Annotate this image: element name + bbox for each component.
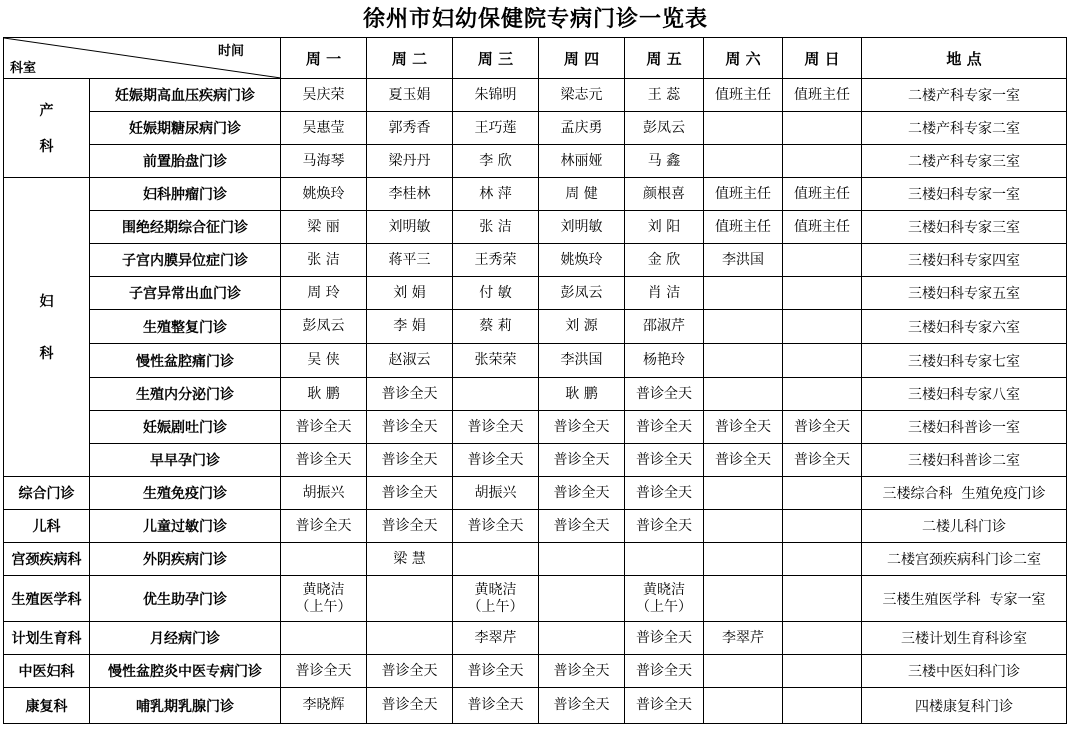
schedule-cell	[783, 310, 862, 344]
schedule-cell: 耿 鹏	[539, 378, 625, 411]
schedule-cell: 值班主任	[704, 79, 783, 112]
schedule-cell: 彭凤云	[281, 310, 367, 344]
table-row	[4, 178, 1067, 211]
location-cell: 三楼妇科专家三室	[862, 211, 1067, 244]
schedule-cell: 胡振兴	[281, 477, 367, 510]
schedule-cell: 值班主任	[783, 79, 862, 112]
location-cell: 三楼妇科专家四室	[862, 244, 1067, 277]
schedule-cell: 值班主任	[783, 211, 862, 244]
schedule-cell: 普诊全天	[367, 411, 453, 444]
location-cell: 四楼康复科门诊	[862, 688, 1067, 724]
location-cell: 三楼妇科专家七室	[862, 344, 1067, 378]
schedule-cell: 李 娟	[367, 310, 453, 344]
schedule-cell	[783, 543, 862, 576]
schedule-cell: 王巧莲	[453, 112, 539, 145]
schedule-cell	[704, 543, 783, 576]
schedule-cell: 普诊全天	[539, 510, 625, 543]
schedule-cell: 普诊全天	[625, 378, 704, 411]
schedule-cell: 普诊全天	[281, 510, 367, 543]
department-cell: 康复科	[4, 688, 90, 724]
schedule-cell: 李 欣	[453, 145, 539, 178]
location-cell: 二楼产科专家三室	[862, 145, 1067, 178]
schedule-cell	[783, 510, 862, 543]
clinic-cell: 慢性盆腔炎中医专病门诊	[90, 655, 281, 688]
schedule-cell	[783, 112, 862, 145]
schedule-cell: 刘明敏	[367, 211, 453, 244]
schedule-cell: 吴惠莹	[281, 112, 367, 145]
department-cell: 生殖医学科	[4, 576, 90, 622]
schedule-cell: 张荣荣	[453, 344, 539, 378]
schedule-cell: 彭凤云	[625, 112, 704, 145]
clinic-cell: 慢性盆腔痛门诊	[90, 344, 281, 378]
day-header: 周 三	[453, 38, 539, 79]
schedule-cell: 王秀荣	[453, 244, 539, 277]
schedule-cell	[281, 622, 367, 655]
schedule-cell	[783, 477, 862, 510]
schedule-cell: 普诊全天	[539, 477, 625, 510]
schedule-cell	[704, 510, 783, 543]
clinic-cell: 妊娠期高血压疾病门诊	[90, 79, 281, 112]
schedule-cell: 普诊全天	[539, 688, 625, 724]
schedule-cell: 刘 娟	[367, 277, 453, 310]
schedule-cell: 吴庆荣	[281, 79, 367, 112]
schedule-cell	[367, 576, 453, 622]
schedule-cell: 普诊全天	[783, 411, 862, 444]
schedule-cell: 黄晓洁 （上午）	[625, 576, 704, 622]
table-row	[4, 344, 1067, 378]
schedule-cell: 普诊全天	[367, 378, 453, 411]
clinic-cell: 妇科肿瘤门诊	[90, 178, 281, 211]
table-row	[4, 145, 1067, 178]
schedule-cell: 刘 源	[539, 310, 625, 344]
schedule-cell: 普诊全天	[625, 688, 704, 724]
clinic-cell: 子宫内膜异位症门诊	[90, 244, 281, 277]
schedule-cell	[783, 576, 862, 622]
day-header: 周 二	[367, 38, 453, 79]
clinic-cell: 生殖免疫门诊	[90, 477, 281, 510]
table-row	[4, 378, 1067, 411]
schedule-cell: 金 欣	[625, 244, 704, 277]
location-header: 地 点	[862, 38, 1067, 79]
department-cell: 儿科	[4, 510, 90, 543]
location-cell: 三楼妇科专家五室	[862, 277, 1067, 310]
schedule-cell: 颜根喜	[625, 178, 704, 211]
schedule-cell	[539, 622, 625, 655]
schedule-cell: 耿 鹏	[281, 378, 367, 411]
schedule-cell: 普诊全天	[625, 622, 704, 655]
schedule-cell: 普诊全天	[625, 655, 704, 688]
schedule-cell: 张 洁	[281, 244, 367, 277]
table-row	[4, 211, 1067, 244]
schedule-cell: 普诊全天	[367, 655, 453, 688]
clinic-cell: 早早孕门诊	[90, 444, 281, 477]
schedule-cell: 值班主任	[704, 178, 783, 211]
schedule-cell: 赵淑云	[367, 344, 453, 378]
clinic-cell: 生殖整复门诊	[90, 310, 281, 344]
department-cell: 中医妇科	[4, 655, 90, 688]
clinic-cell: 妊娠期糖尿病门诊	[90, 112, 281, 145]
location-cell: 三楼妇科专家一室	[862, 178, 1067, 211]
location-cell: 二楼儿科门诊	[862, 510, 1067, 543]
table-row	[4, 112, 1067, 145]
schedule-cell: 李桂林	[367, 178, 453, 211]
schedule-cell: 孟庆勇	[539, 112, 625, 145]
schedule-cell: 黄晓洁 （上午）	[453, 576, 539, 622]
schedule-cell: 林 萍	[453, 178, 539, 211]
location-cell: 三楼综合科 生殖免疫门诊	[862, 477, 1067, 510]
page-title: 徐州市妇幼保健院专病门诊一览表	[362, 6, 708, 32]
table-row	[4, 477, 1067, 510]
table-row	[4, 510, 1067, 543]
schedule-cell	[704, 310, 783, 344]
schedule-cell	[783, 622, 862, 655]
schedule-cell: 马 鑫	[625, 145, 704, 178]
day-header: 周 四	[539, 38, 625, 79]
schedule-cell	[281, 543, 367, 576]
schedule-cell: 普诊全天	[783, 444, 862, 477]
header-row	[4, 38, 1067, 79]
schedule-cell: 彭凤云	[539, 277, 625, 310]
schedule-cell: 普诊全天	[704, 444, 783, 477]
schedule-cell	[783, 244, 862, 277]
day-header: 周 五	[625, 38, 704, 79]
schedule-cell: 普诊全天	[539, 444, 625, 477]
schedule-cell: 姚焕玲	[281, 178, 367, 211]
schedule-cell	[539, 543, 625, 576]
schedule-cell: 普诊全天	[281, 444, 367, 477]
schedule-cell: 蔡 莉	[453, 310, 539, 344]
schedule-cell: 普诊全天	[539, 411, 625, 444]
schedule-cell: 林丽娅	[539, 145, 625, 178]
schedule-cell: 马海琴	[281, 145, 367, 178]
schedule-cell	[783, 688, 862, 724]
schedule-cell: 李翠芹	[453, 622, 539, 655]
schedule-cell: 普诊全天	[281, 411, 367, 444]
schedule-cell: 值班主任	[783, 178, 862, 211]
schedule-cell	[704, 344, 783, 378]
schedule-cell: 杨艳玲	[625, 344, 704, 378]
schedule-cell: 普诊全天	[367, 444, 453, 477]
schedule-cell: 普诊全天	[453, 655, 539, 688]
schedule-cell: 李洪国	[539, 344, 625, 378]
schedule-cell	[625, 543, 704, 576]
location-cell: 二楼产科专家二室	[862, 112, 1067, 145]
schedule-cell	[783, 145, 862, 178]
schedule-cell: 普诊全天	[367, 688, 453, 724]
department-cell: 妇 科	[4, 178, 90, 477]
schedule-cell: 梁 丽	[281, 211, 367, 244]
location-cell: 三楼计划生育科诊室	[862, 622, 1067, 655]
table-row	[4, 543, 1067, 576]
dept-label: 科室	[10, 61, 37, 76]
schedule-cell: 普诊全天	[704, 411, 783, 444]
schedule-cell: 普诊全天	[367, 510, 453, 543]
schedule-cell: 刘 阳	[625, 211, 704, 244]
schedule-cell	[704, 655, 783, 688]
department-cell: 综合门诊	[4, 477, 90, 510]
table-row	[4, 277, 1067, 310]
schedule-cell	[704, 277, 783, 310]
day-header: 周 日	[783, 38, 862, 79]
table-row	[4, 310, 1067, 344]
day-header: 周 六	[704, 38, 783, 79]
location-cell: 三楼妇科专家八室	[862, 378, 1067, 411]
schedule-cell	[704, 145, 783, 178]
location-cell: 三楼妇科普诊一室	[862, 411, 1067, 444]
department-cell: 宫颈疾病科	[4, 543, 90, 576]
department-cell: 计划生育科	[4, 622, 90, 655]
clinic-cell: 子宫异常出血门诊	[90, 277, 281, 310]
schedule-cell: 周 健	[539, 178, 625, 211]
table-row	[4, 576, 1067, 622]
schedule-cell: 梁志元	[539, 79, 625, 112]
schedule-cell: 梁 慧	[367, 543, 453, 576]
schedule-cell: 郭秀香	[367, 112, 453, 145]
schedule-cell: 李洪国	[704, 244, 783, 277]
schedule-cell: 普诊全天	[453, 688, 539, 724]
table-row	[4, 411, 1067, 444]
schedule-cell	[704, 688, 783, 724]
schedule-cell: 李晓辉	[281, 688, 367, 724]
table-row	[4, 244, 1067, 277]
schedule-cell: 值班主任	[704, 211, 783, 244]
schedule-cell	[704, 112, 783, 145]
schedule-cell: 胡振兴	[453, 477, 539, 510]
location-cell: 三楼妇科普诊二室	[862, 444, 1067, 477]
schedule-cell	[783, 344, 862, 378]
schedule-cell: 付 敏	[453, 277, 539, 310]
schedule-cell	[704, 378, 783, 411]
table-row	[4, 444, 1067, 477]
schedule-cell: 肖 洁	[625, 277, 704, 310]
clinic-cell: 月经病门诊	[90, 622, 281, 655]
clinic-cell: 外阴疾病门诊	[90, 543, 281, 576]
location-cell: 三楼中医妇科门诊	[862, 655, 1067, 688]
schedule-cell: 普诊全天	[625, 444, 704, 477]
table-row	[4, 79, 1067, 112]
schedule-cell: 姚焕玲	[539, 244, 625, 277]
schedule-cell	[367, 622, 453, 655]
header-corner	[4, 38, 281, 79]
schedule-cell	[704, 477, 783, 510]
clinic-cell: 儿童过敏门诊	[90, 510, 281, 543]
schedule-cell: 普诊全天	[367, 477, 453, 510]
schedule-cell: 普诊全天	[625, 510, 704, 543]
schedule-cell	[783, 277, 862, 310]
schedule-cell: 普诊全天	[453, 411, 539, 444]
location-cell: 三楼生殖医学科 专家一室	[862, 576, 1067, 622]
clinic-cell: 哺乳期乳腺门诊	[90, 688, 281, 724]
schedule-cell: 周 玲	[281, 277, 367, 310]
schedule-cell: 刘明敏	[539, 211, 625, 244]
schedule-cell: 黄晓洁 （上午）	[281, 576, 367, 622]
clinic-cell: 前置胎盘门诊	[90, 145, 281, 178]
day-header: 周 一	[281, 38, 367, 79]
clinic-cell: 优生助孕门诊	[90, 576, 281, 622]
schedule-cell	[453, 543, 539, 576]
schedule-cell: 夏玉娟	[367, 79, 453, 112]
schedule-cell: 张 洁	[453, 211, 539, 244]
schedule-cell: 蒋平三	[367, 244, 453, 277]
schedule-cell	[783, 378, 862, 411]
department-cell: 产 科	[4, 79, 90, 178]
schedule-cell: 普诊全天	[539, 655, 625, 688]
schedule-cell: 普诊全天	[625, 411, 704, 444]
clinic-cell: 妊娠剧吐门诊	[90, 411, 281, 444]
schedule-cell	[453, 378, 539, 411]
schedule-table	[3, 37, 1067, 724]
schedule-cell: 普诊全天	[453, 444, 539, 477]
schedule-cell: 邵淑芹	[625, 310, 704, 344]
clinic-cell: 围绝经期综合征门诊	[90, 211, 281, 244]
table-row	[4, 688, 1067, 724]
schedule-cell: 普诊全天	[281, 655, 367, 688]
schedule-cell	[539, 576, 625, 622]
schedule-cell	[783, 655, 862, 688]
location-cell: 三楼妇科专家六室	[862, 310, 1067, 344]
time-label: 时间	[217, 44, 244, 59]
location-cell: 二楼产科专家一室	[862, 79, 1067, 112]
schedule-cell: 朱锦明	[453, 79, 539, 112]
schedule-cell: 王 蕊	[625, 79, 704, 112]
schedule-cell: 普诊全天	[625, 477, 704, 510]
schedule-cell	[704, 576, 783, 622]
table-row	[4, 622, 1067, 655]
location-cell: 二楼宫颈疾病科门诊二室	[862, 543, 1067, 576]
schedule-cell: 李翠芹	[704, 622, 783, 655]
schedule-cell: 普诊全天	[453, 510, 539, 543]
table-row	[4, 655, 1067, 688]
schedule-cell: 梁丹丹	[367, 145, 453, 178]
clinic-cell: 生殖内分泌门诊	[90, 378, 281, 411]
schedule-cell: 吴 侠	[281, 344, 367, 378]
